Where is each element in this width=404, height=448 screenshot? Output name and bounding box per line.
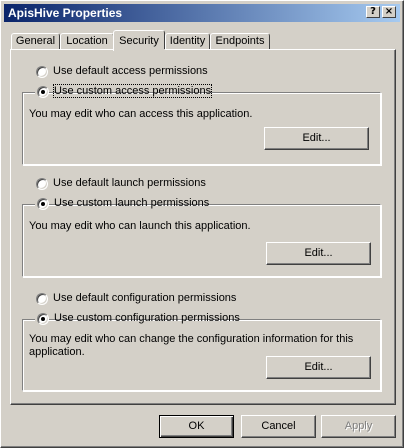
config-edit-label: Edit... bbox=[304, 361, 333, 373]
config-custom-legend bbox=[35, 312, 240, 326]
config-custom-label: Use custom configuration permissions bbox=[54, 312, 240, 324]
config-edit-button[interactable] bbox=[266, 356, 371, 379]
config-default-radio[interactable] bbox=[36, 293, 48, 305]
access-custom-radio[interactable] bbox=[37, 86, 49, 98]
security-tab-panel bbox=[10, 49, 396, 405]
access-description: You may edit who can access this application. bbox=[29, 108, 253, 120]
launch-custom-legend bbox=[35, 197, 210, 211]
launch-default-label: Use default launch permissions bbox=[53, 177, 206, 189]
access-edit-label: Edit... bbox=[302, 132, 331, 144]
apply-label: Apply bbox=[344, 420, 373, 432]
config-default-label: Use default configuration permissions bbox=[53, 292, 237, 304]
window-title: ApisHive Properties bbox=[8, 6, 123, 20]
launch-custom-label: Use custom launch permissions bbox=[54, 197, 210, 209]
launch-description: You may edit who can launch this application. bbox=[29, 220, 251, 232]
tab-security-label: Security bbox=[119, 35, 159, 47]
tab-general[interactable] bbox=[11, 33, 60, 50]
apply-button[interactable] bbox=[321, 415, 396, 438]
close-icon: × bbox=[384, 6, 394, 17]
launch-custom-group bbox=[22, 204, 381, 277]
close-button[interactable] bbox=[382, 6, 396, 18]
tab-general-label: General bbox=[15, 35, 56, 47]
title-bar[interactable] bbox=[4, 4, 400, 22]
help-icon: ? bbox=[370, 6, 376, 17]
tab-security[interactable] bbox=[113, 30, 165, 51]
ok-button[interactable] bbox=[159, 415, 234, 438]
access-custom-legend bbox=[35, 85, 212, 99]
active-tab-joint bbox=[115, 49, 165, 51]
tab-endpoints-label: Endpoints bbox=[215, 35, 265, 47]
launch-default-radio[interactable] bbox=[36, 178, 48, 190]
ok-label: OK bbox=[188, 420, 205, 432]
access-edit-button[interactable] bbox=[264, 127, 369, 150]
launch-edit-label: Edit... bbox=[304, 247, 333, 259]
tab-identity[interactable] bbox=[165, 33, 210, 50]
cancel-button[interactable] bbox=[241, 415, 316, 438]
config-custom-radio[interactable] bbox=[37, 313, 49, 325]
config-description: You may edit who can change the configuration information for this application. bbox=[29, 333, 354, 358]
launch-edit-button[interactable] bbox=[266, 242, 371, 265]
tab-location-label: Location bbox=[66, 35, 108, 47]
tab-endpoints[interactable] bbox=[210, 33, 270, 50]
access-default-label: Use default access permissions bbox=[53, 65, 208, 77]
tab-identity-label: Identity bbox=[169, 35, 206, 47]
tab-location[interactable] bbox=[60, 33, 114, 50]
cancel-label: Cancel bbox=[261, 420, 296, 432]
launch-custom-radio[interactable] bbox=[37, 198, 49, 210]
access-default-radio[interactable] bbox=[36, 66, 48, 78]
help-button[interactable] bbox=[366, 6, 380, 18]
access-custom-label: Use custom access permissions bbox=[54, 85, 212, 97]
